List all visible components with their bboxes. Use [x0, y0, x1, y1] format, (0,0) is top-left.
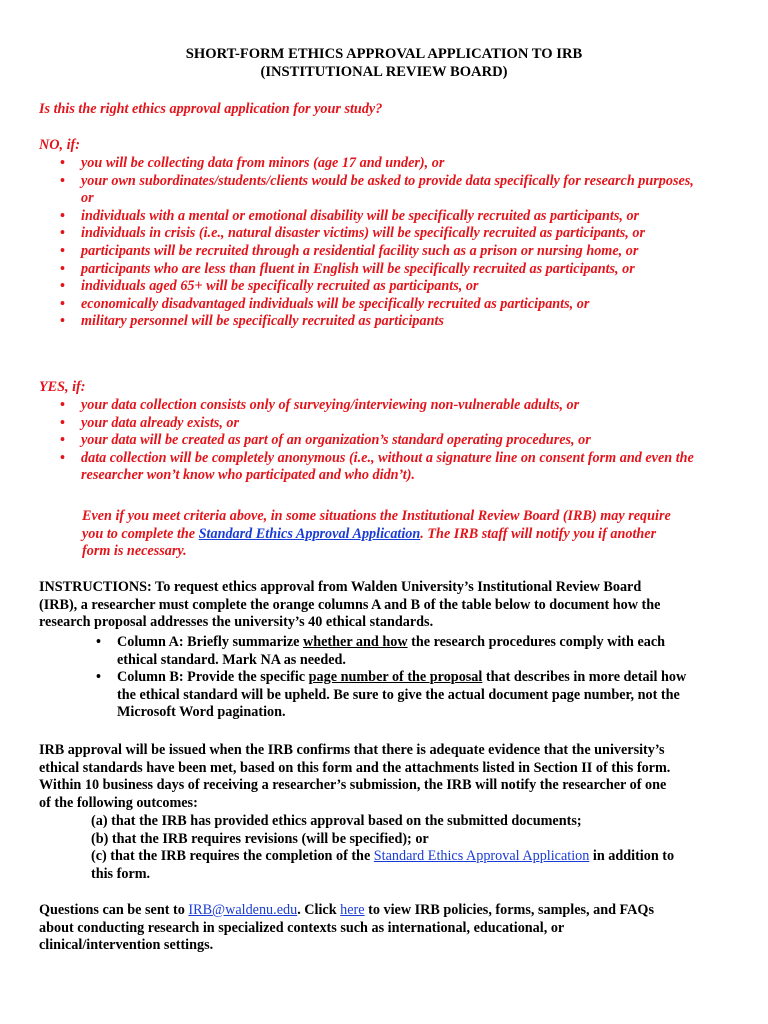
alternate-form-note: [82, 508, 682, 561]
document-title-line2: (INSTITUTIONAL REVIEW BOARD): [260, 64, 508, 80]
irb-email-link[interactable]: IRB@waldenu.edu: [188, 902, 298, 918]
list-item: • participants will be recruited through a residential facility such as a prison or nursing home, or: [57, 243, 697, 261]
no-criteria-list: [57, 155, 697, 331]
no-heading: NO, if:: [39, 137, 80, 153]
list-item: • your own subordinates/students/clients would be asked to provide data specifically for research purposes, or: [57, 173, 697, 208]
standard-application-link[interactable]: Standard Ethics Approval Application: [198, 525, 421, 542]
list-item: • individuals aged 65+ will be specifically recruited as participants, or: [57, 278, 697, 296]
outcome-list: [91, 813, 691, 883]
list-item: • individuals in crisis (i.e., natural disaster victims) will be specifically recruited as participants, or: [57, 225, 697, 243]
list-item: • military personnel will be specifically recruited as participants: [57, 313, 697, 331]
questions-paragraph: Questions can be sent to IRB@waldenu.edu. Click here to view IRB policies, forms, samples, and FAQs about conducting research in specialized contexts such as international, educational, or clinical/intervention settings.: [39, 902, 654, 954]
yes-heading: YES, if:: [39, 379, 86, 395]
list-item: • individuals with a mental or emotional disability will be specifically recruited as participants, or: [57, 208, 697, 226]
document-title-line1: SHORT-FORM ETHICS APPROVAL APPLICATION TO IRB: [185, 46, 583, 62]
list-item: • your data will be created as part of an organization’s standard operating procedures, or: [57, 432, 697, 450]
note-text-after: . The IRB staff will notify you if another form is necessary.: [82, 525, 657, 560]
outcome-a: (a) that the IRB has provided ethics approval based on the submitted documents;: [91, 813, 582, 829]
list-item: • economically disadvantaged individuals will be specifically recruited as participants, or: [57, 296, 697, 314]
standard-application-link[interactable]: Standard Ethics Approval Application: [373, 848, 590, 865]
list-item: • you will be collecting data from minors (age 17 and under), or: [57, 155, 697, 173]
instructions-column-list: [93, 634, 693, 722]
yes-criteria-list: [57, 397, 697, 485]
instructions-paragraph: INSTRUCTIONS: To request ethics approval from Walden University’s Institutional Review Board (IRB), a researcher must complete the orange columns A and B of the table below to document how the research proposal addresses the university’s 40 ethical standards.: [39, 579, 661, 631]
irb-resources-link[interactable]: here: [340, 902, 365, 918]
note-text-before: Even if you meet criteria above, in some situations the Institutional Review Board (IRB) may require you to complete the: [82, 508, 671, 542]
approval-paragraph: IRB approval will be issued when the IRB confirms that there is adequate evidence that the university’s ethical standards have been met, based on this form and the attachments listed in Section II of this form. Within 10 business days of receiving a researcher’s submission, the IRB will notify the researcher of one of the following outcomes:: [39, 742, 671, 811]
list-item: • your data collection consists only of surveying/interviewing non-vulnerable adults, or: [57, 397, 697, 415]
list-item: • data collection will be completely anonymous (i.e., without a signature line on consent form and even the researcher won’t know who participated and who didn’t).: [57, 450, 697, 485]
outcome-b: (b) that the IRB requires revisions (will be specified); or: [91, 830, 429, 847]
eligibility-question: Is this the right ethics approval application for your study?: [39, 101, 383, 117]
outcome-c: (c) that the IRB requires the completion of the Standard Ethics Approval Application in addition to this form.: [91, 848, 675, 882]
list-item: • participants who are less than fluent in English will be specifically recruited as participants, or: [57, 261, 697, 279]
column-a-instruction: • Column A: Briefly summarize whether and how the research procedures comply with each ethical standard. Mark NA as needed.: [93, 634, 693, 669]
column-b-instruction: • Column B: Provide the specific page number of the proposal that describes in more detail how the ethical standard will be upheld. Be sure to give the actual document page number, not the Microsoft Word pagination.: [93, 669, 693, 722]
list-item: • your data already exists, or: [57, 415, 697, 433]
